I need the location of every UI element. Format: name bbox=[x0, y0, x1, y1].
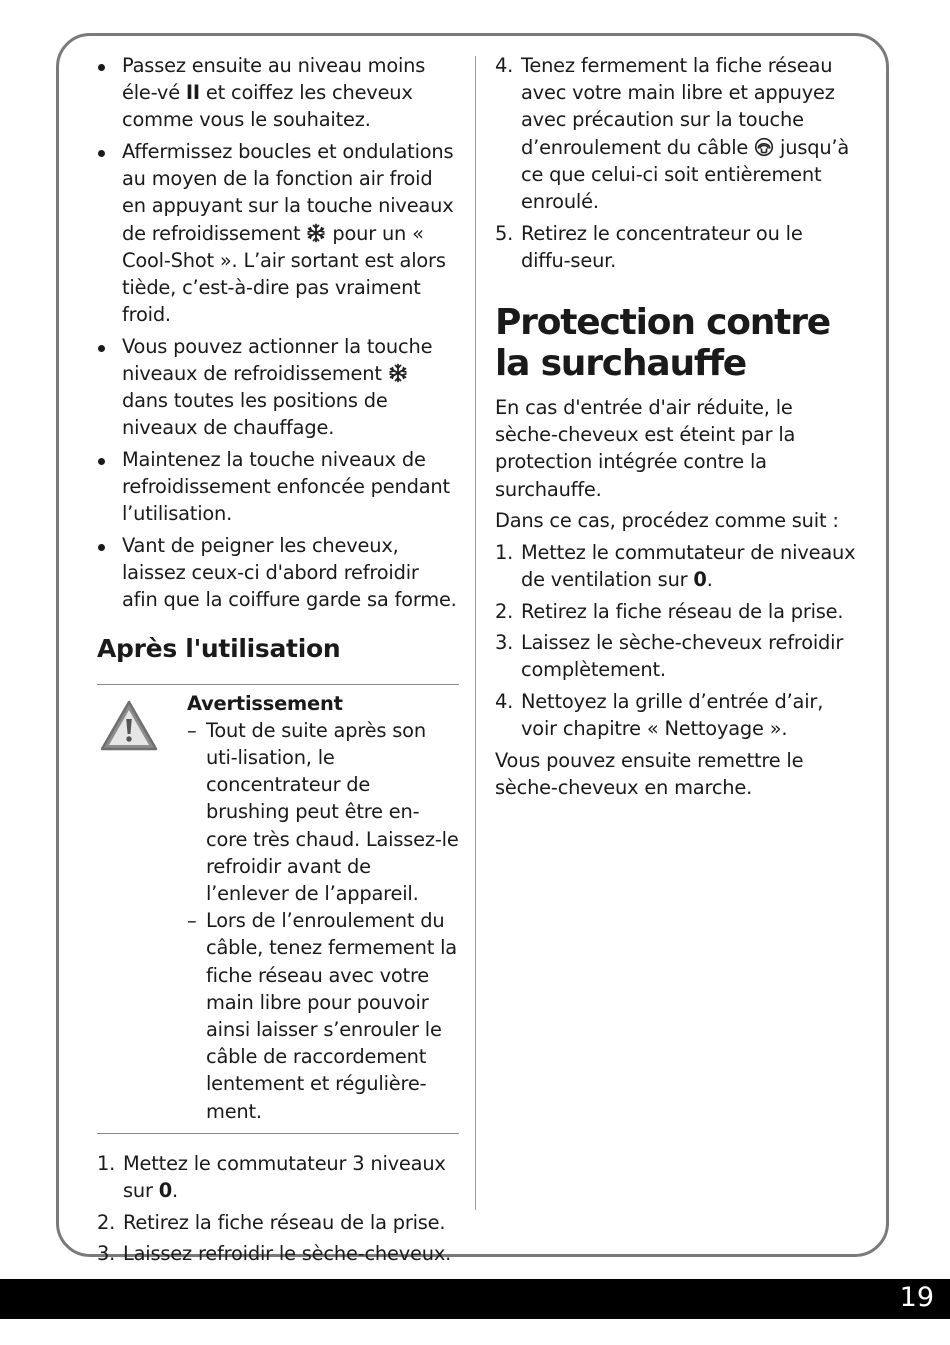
snowflake-icon bbox=[306, 223, 326, 243]
step-item: 2. Retirez la fiche réseau de la prise. bbox=[97, 1209, 459, 1236]
step-number: 2. bbox=[495, 599, 514, 623]
warning-item: – Lors de l’enroulement du câble, tenez fermement la fiche réseau avec votre main libre pour pouvoir ainsi laisser s’enrouler le câble de raccordement lentement et régulière-ment. bbox=[187, 909, 457, 1123]
step-number: 5. bbox=[495, 221, 514, 245]
after-use-steps bbox=[97, 1150, 459, 1268]
dash-marker: – bbox=[187, 909, 197, 933]
right-column bbox=[495, 52, 857, 806]
procedure-intro: Dans ce cas, procédez comme suit : bbox=[495, 509, 839, 533]
after-use-steps-continued bbox=[495, 52, 857, 274]
bullet-dot bbox=[98, 150, 105, 157]
warning-body bbox=[187, 690, 459, 1125]
bullet-item: Affermissez boucles et ondulations au moyen de la fonction air froid en appuyant sur la touche niveaux de refroidissement pour un « Cool-Shot ». L’air sortant est alors tiède, c’est-à-dire pas vraiment froid. bbox=[97, 138, 459, 328]
step-number: 3. bbox=[97, 1242, 116, 1266]
step-number: 4. bbox=[495, 54, 514, 77]
section-title-after-use: Après l'utilisation bbox=[97, 633, 341, 663]
bullet-item: Maintenez la touche niveaux de refroidissement enfoncée pendant l’utilisation. bbox=[97, 446, 459, 528]
warning-title: Avertissement bbox=[187, 691, 343, 715]
step-item: 1. Mettez le commutateur 3 niveaux sur 0. bbox=[97, 1151, 446, 1203]
step-number: 1. bbox=[495, 540, 514, 564]
column-divider bbox=[475, 56, 476, 1210]
step-item: 1. Mettez le commutateur de niveaux de ventilation sur 0. bbox=[495, 540, 856, 592]
left-column bbox=[97, 52, 459, 1272]
step-item: 3. Laissez le sèche-cheveux refroidir complètement. bbox=[495, 631, 844, 682]
page-number: 19 bbox=[899, 1282, 934, 1313]
step-number: 1. bbox=[97, 1151, 116, 1175]
page-footer-bar bbox=[0, 1279, 950, 1319]
step-item: 5. Retirez le concentrateur ou le diffu-seur. bbox=[495, 221, 803, 272]
dash-marker: – bbox=[187, 718, 197, 742]
bullet-dot bbox=[98, 345, 105, 352]
step-item: 2. Retirez la fiche réseau de la prise. bbox=[495, 598, 857, 625]
snowflake-icon bbox=[388, 363, 408, 383]
warning-box bbox=[97, 684, 459, 1134]
bullet-dot bbox=[98, 64, 105, 71]
bullet-dot bbox=[98, 544, 105, 551]
bullet-item: Passez ensuite au niveau moins éle-vé II et coiffez les cheveux comme vous le souhaitez. bbox=[97, 52, 459, 134]
step-item: 3. Laissez refroidir le sèche-cheveux. bbox=[97, 1240, 459, 1267]
bullet-item: Vous pouvez actionner la touche niveaux de refroidissement dans toutes les positions de niveaux de chauffage. bbox=[97, 333, 459, 442]
step-number: 3. bbox=[495, 631, 514, 655]
overheat-intro: En cas d'entrée d'air réduite, le sèche-cheveux est éteint par la protection intégrée contre la surchauffe. bbox=[495, 396, 796, 501]
step-item: 4. Nettoyez la grille d’entrée d’air, voir chapitre « Nettoyage ». bbox=[495, 690, 824, 741]
bullet-item: Vant de peigner les cheveux, laissez ceux-ci d'abord refroidir afin que la coiffure garde sa forme. bbox=[97, 532, 459, 614]
bullet-dot bbox=[98, 458, 105, 465]
usage-bullet-list bbox=[97, 52, 459, 614]
section-heading-overheat: Protection contre la surchauffe bbox=[495, 302, 830, 385]
step-number: 2. bbox=[97, 1210, 116, 1234]
step-item: 4. Tenez fermement la fiche réseau avec votre main libre et appuyez avec précaution sur la touche d’enroulement du câble jusqu’à ce que celui-ci soit entièrement enroulé. bbox=[495, 54, 850, 214]
overheat-procedure bbox=[495, 539, 857, 743]
warning-triangle-icon bbox=[99, 699, 159, 753]
closing-note: Vous pouvez ensuite remettre le sèche-cheveux en marche. bbox=[495, 748, 804, 799]
step-number: 4. bbox=[495, 690, 514, 713]
cable-rewind-icon bbox=[754, 137, 774, 157]
warning-list bbox=[187, 717, 459, 1125]
warning-item: – Tout de suite après son uti-lisation, le concentrateur de brushing peut être en-core très chaud. Laissez-le refroidir avant de l’enlever de l’appareil. bbox=[187, 718, 459, 906]
